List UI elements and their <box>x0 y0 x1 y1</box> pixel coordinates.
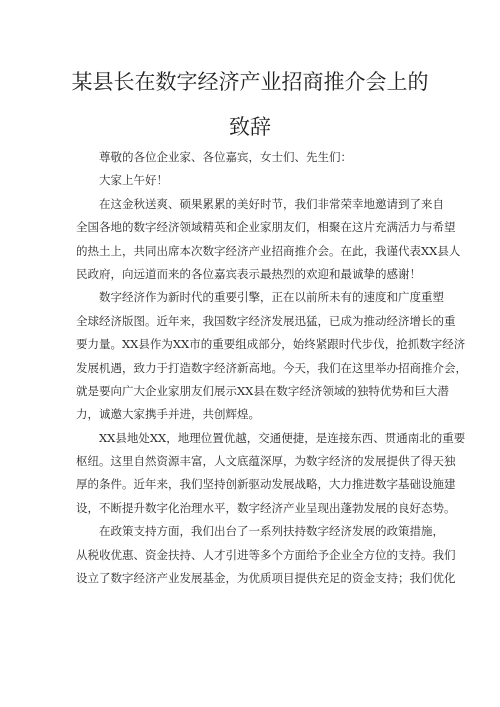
body-text-line: 发展机遇，致力于打造数字经济新高地。今天，我们在这里举办招商推介会， <box>76 360 467 375</box>
body-text-line: 的热土上，共同出席本次数字经济产业招商推介会。在此，我谨代表XX县人 <box>76 243 461 258</box>
body-text-line: 全球经济版图。近年来，我国数字经济发展迅猛，已成为推动经济增长的重 <box>76 313 456 328</box>
body-text-line: 枢纽。这里自然资源丰富，人文底蕴深厚，为数字经济的发展提供了得天独 <box>76 454 456 469</box>
body-text-line: 设，不断提升数字化治理水平，数字经济产业呈现出蓬勃发展的良好态势。 <box>76 500 456 515</box>
body-text-line: 在政策支持方面，我们出台了一系列扶持数字经济发展的政策措施， <box>99 524 444 539</box>
body-text-line: 尊敬的各位企业家、各位嘉宾，女士们、先生们： <box>99 150 352 164</box>
body-text-line: 设立了数字经济产业发展基金，为优质项目提供充足的资金支持；我们优化 <box>76 571 456 586</box>
body-text-line: 数字经济作为新时代的重要引擎，正在以前所未有的速度和广度重塑 <box>99 290 444 305</box>
body-text-line: 就是要向广大企业家朋友们展示XX县在数字经济领域的独特优势和巨大潜 <box>76 383 449 398</box>
body-text-line: 全国各地的数字经济领域精英和企业家朋友们，相聚在这片充满活力与希望 <box>76 220 456 235</box>
body-text-line: 力，诚邀大家携手并进，共创辉煌。 <box>76 407 260 422</box>
document-title-line-2: 致辞 <box>229 115 271 139</box>
document-title-line-1: 某县长在数字经济产业招商推介会上的 <box>71 70 429 94</box>
body-text-line: 大家上午好！ <box>99 173 168 188</box>
document-body <box>76 146 467 590</box>
body-text-line: 从税收优惠、资金扶持、人才引进等多个方面给予企业全方位的支持。我们 <box>76 547 456 562</box>
body-text-line: XX县地处XX，地理位置优越，交通便捷，是连接东西、贯通南北的重要 <box>99 430 466 445</box>
body-text-line: 在这金秋送爽、硕果累累的美好时节，我们非常荣幸地邀请到了来自 <box>99 196 444 211</box>
body-text-line: 要力量。XX县作为XX市的重要组成部分，始终紧跟时代步伐，抢抓数字经济 <box>76 337 466 352</box>
body-text-line: 民政府，向远道而来的各位嘉宾表示最热烈的欢迎和最诚挚的感谢！ <box>76 266 421 281</box>
body-text-line: 厚的条件。近年来，我们坚持创新驱动发展战略，大力推进数字基础设施建 <box>76 477 456 492</box>
